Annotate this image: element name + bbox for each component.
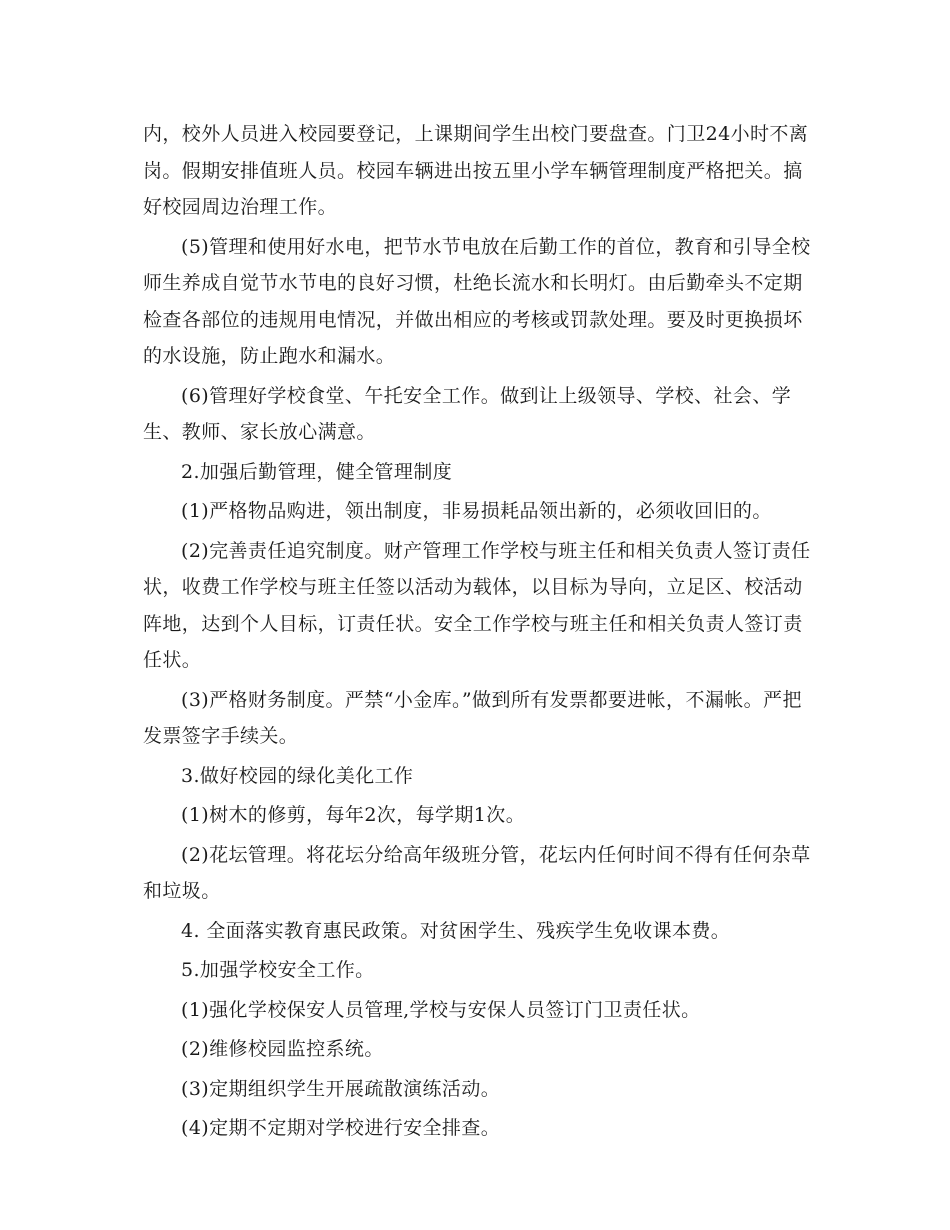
paragraph: (6)管理好学校食堂、午托安全工作。做到让上级领导、学校、社会、学生、教师、家长放心满意。 <box>143 384 792 443</box>
paragraph: (1)强化学校保安人员管理,学校与安保人员签订门卫责任状。 <box>181 998 701 1021</box>
paragraph: (4)定期不定期对学校进行安全排查。 <box>181 1117 501 1139</box>
paragraph: (3)严格财务制度。严禁“小金库。”做到所有发票都要进帐，不漏帐。严把发票签字手续关。 <box>143 688 802 747</box>
paragraph: (1)树木的修剪，每年2次，每学期1次。 <box>181 804 526 826</box>
paragraph: (3)定期组织学生开展疏散演练活动。 <box>181 1077 501 1100</box>
section-heading: 4. 全面落实教育惠民政策。对贫困学生、残疾学生免收课本费。 <box>181 919 731 942</box>
document-body <box>143 116 813 1150</box>
paragraph: (5)管理和使用好水电，把节水节电放在后勤工作的首位，教育和引导全校师生养成自觉节水节电的良好习惯，杜绝长流水和长明灯。由后勤牵头不定期检查各部位的违规用电情况，并做出相应的考核或罚款处理。要及时更换损坏的水设施，防止跑水和漏水。 <box>143 235 811 367</box>
paragraph: (2)花坛管理。将花坛分给高年级班分管，花坛内任何时间不得有任何杂草和垃圾。 <box>143 843 811 902</box>
section-heading: 2.加强后勤管理，健全管理制度 <box>181 460 453 483</box>
paragraph: (2)完善责任追究制度。财产管理工作学校与班主任和相关负责人签订责任状，收费工作学校与班主任签以活动为载体，以目标为导向，立足区、校活动阵地，达到个人目标，订责任状。安全工作学校与班主任和相关负责人签订责任状。 <box>143 539 811 671</box>
paragraph: (1)严格物品购进，领出制度，非易损耗品领出新的，必须收回旧的。 <box>181 500 772 522</box>
paragraph: 内，校外人员进入校园要登记，上课期间学生出校门要盘查。门卫24小时不离岗。假期安排值班人员。校园车辆进出按五里小学车辆管理制度严格把关。搞好校园周边治理工作。 <box>143 123 809 218</box>
paragraph: (2)维修校园监控系统。 <box>181 1038 384 1060</box>
section-heading: 3.做好校园的绿化美化工作 <box>181 764 414 787</box>
section-heading: 5.加强学校安全工作。 <box>181 959 375 981</box>
